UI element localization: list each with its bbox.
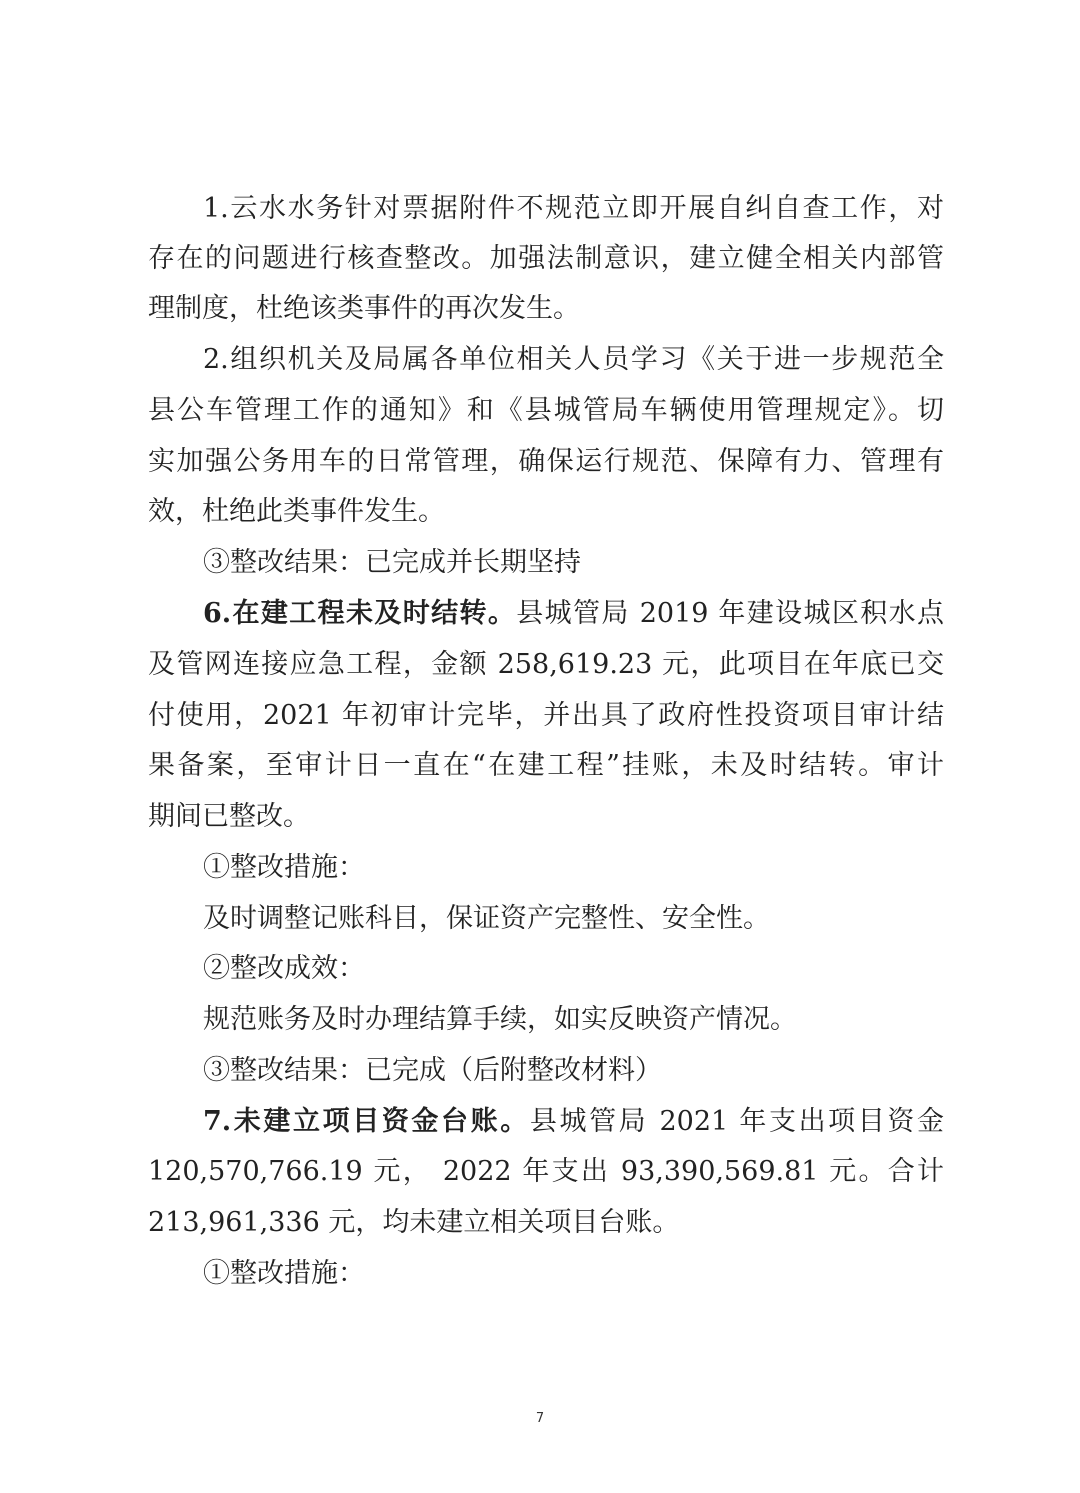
- paragraph-2-line-2: 县公车管理工作的通知》和《县城管局车辆使用管理规定》。切: [148, 395, 944, 426]
- section-7-line-1: [203, 1102, 944, 1142]
- paragraph-2-line-1: 2.组织机关及局属各单位相关人员学习《关于进一步规范全: [203, 344, 944, 375]
- rectification-measures-label-7: ①整改措施：: [203, 1258, 365, 1289]
- section-7-line-2: 120,570,766.19 元， 2022 年支出 93,390,569.81 元。合计: [148, 1156, 944, 1187]
- section-7-heading: 7.未建立项目资金台账。: [203, 1106, 530, 1137]
- rectification-measures-label-6: ①整改措施：: [203, 852, 365, 883]
- paragraph-1-line-1: 1.云水水务针对票据附件不规范立即开展自纠自查工作，对: [203, 193, 944, 224]
- section-6-heading: 6.在建工程未及时结转。: [203, 598, 517, 629]
- section-6-line-2: 及管网连接应急工程，金额 258,619.23 元，此项目在年底已交: [148, 649, 944, 680]
- section-7-line-3: 213,961,336 元，均未建立相关项目台账。: [148, 1207, 680, 1238]
- rectification-result-6: ③整改结果：已完成（后附整改材料）: [203, 1055, 662, 1086]
- rectification-effect-text-6: 规范账务及时办理结算手续，如实反映资产情况。: [203, 1004, 797, 1035]
- section-7-intro: 县城管局 2021 年支出项目资金: [529, 1106, 944, 1137]
- section-6-intro: 县城管局 2019 年建设城区积水点: [516, 598, 944, 629]
- paragraph-2-line-4: 效，杜绝此类事件发生。: [148, 496, 445, 527]
- section-6-line-3: 付使用，2021 年初审计完毕，并出具了政府性投资项目审计结: [148, 700, 944, 731]
- section-6-line-1: [203, 594, 944, 634]
- section-6-line-4: 果备案，至审计日一直在“在建工程”挂账，未及时结转。审计: [148, 750, 944, 781]
- page-number: 7: [535, 1411, 545, 1426]
- section-6-line-5: 期间已整改。: [148, 801, 310, 832]
- rectification-effect-label-6: ②整改成效：: [203, 953, 365, 984]
- paragraph-2-line-3: 实加强公务用车的日常管理，确保运行规范、保障有力、管理有: [148, 446, 944, 477]
- rectification-measures-text-6: 及时调整记账科目，保证资产完整性、安全性。: [203, 903, 770, 934]
- paragraph-1-line-3: 理制度，杜绝该类事件的再次发生。: [148, 293, 580, 324]
- paragraph-1-line-2: 存在的问题进行核查整改。加强法制意识，建立健全相关内部管: [148, 243, 944, 274]
- rectification-result-1: ③整改结果：已完成并长期坚持: [203, 547, 581, 578]
